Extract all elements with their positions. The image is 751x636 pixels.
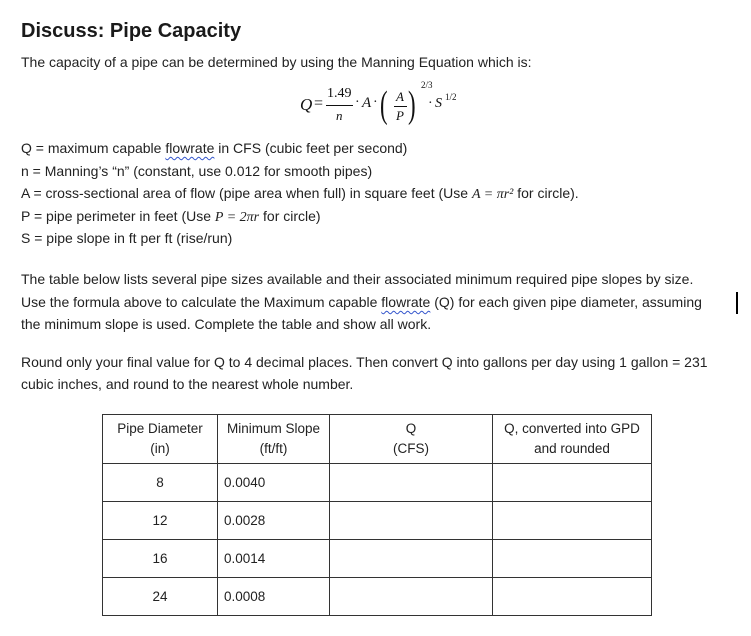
- q-cell[interactable]: [330, 502, 493, 540]
- formula-frac-den: P: [396, 108, 404, 123]
- q-cell[interactable]: [330, 464, 493, 502]
- intro-text: The capacity of a pipe can be determined by using the Manning Equation which is:: [21, 54, 532, 70]
- def-n: n = Manning’s “n” (constant, use 0.012 for smooth pipes): [21, 163, 373, 179]
- rounding-line-2: cubic inches, and round to the nearest whole number.: [21, 376, 354, 392]
- diameter-cell: 12: [103, 502, 218, 540]
- slope-cell: 0.0014: [218, 540, 330, 578]
- header-slope: Minimum Slope (ft/ft): [218, 415, 330, 464]
- instructions-line-2: Use the formula above to calculate the Maximum capable flowrate (Q) for each given pipe diameter, assuming: [21, 294, 702, 310]
- area-formula: A = πr²: [471, 187, 514, 202]
- formula-exp2: 1/2: [445, 92, 457, 102]
- diameter-cell: 16: [103, 540, 218, 578]
- pipe-table: [102, 414, 652, 616]
- table-row: [103, 502, 652, 540]
- slope-cell: 0.0040: [218, 464, 330, 502]
- formula-paren-left: (: [380, 84, 388, 126]
- table-header-row: [103, 415, 652, 464]
- table-row: [103, 540, 652, 578]
- gpd-cell[interactable]: [493, 502, 652, 540]
- slope-cell: 0.0008: [218, 578, 330, 616]
- formula-exp1: 2/3: [421, 80, 433, 90]
- diameter-cell: 8: [103, 464, 218, 502]
- diameter-cell: 24: [103, 578, 218, 616]
- formula-q: Q: [300, 95, 313, 114]
- spelling-flag: flowrate: [381, 294, 431, 310]
- instructions-line-3: the minimum slope is used. Complete the table and show all work.: [21, 316, 432, 332]
- spelling-flag: flowrate: [165, 140, 215, 156]
- formula-coef-bar: [326, 105, 353, 106]
- text-cursor: [736, 292, 738, 314]
- formula-frac-num: A: [396, 89, 404, 104]
- gpd-cell[interactable]: [493, 540, 652, 578]
- formula-area: A: [362, 95, 372, 111]
- formula-paren-right: ): [408, 84, 416, 126]
- page-title: Discuss: Pipe Capacity: [21, 20, 242, 42]
- manning-equation: Q = 1.49 n · A · ( A P ) 2/3 · S 1/2: [300, 80, 457, 126]
- header-gpd: Q, converted into GPD and rounded: [493, 415, 652, 464]
- q-cell[interactable]: [330, 540, 493, 578]
- formula-slope: S: [435, 96, 442, 111]
- gpd-cell[interactable]: [493, 578, 652, 616]
- q-cell[interactable]: [330, 578, 493, 616]
- table-row: [103, 464, 652, 502]
- def-s: S = pipe slope in ft per ft (rise/run): [21, 230, 233, 246]
- def-q: Q = maximum capable flowrate in CFS (cubic feet per second): [21, 140, 408, 156]
- def-p: P = pipe perimeter in feet (Use P = 2πr for circle): [21, 208, 321, 225]
- gpd-cell[interactable]: [493, 464, 652, 502]
- perimeter-formula: P = 2πr: [214, 210, 260, 225]
- formula-frac-bar: [394, 106, 407, 107]
- formula-coef-num: 1.49: [327, 86, 352, 101]
- formula-equals: =: [314, 95, 324, 112]
- formula-coef-den: n: [336, 108, 343, 123]
- header-q: Q (CFS): [330, 415, 493, 464]
- def-a: A = cross-sectional area of flow (pipe area when full) in square feet (Use A = πr² for circle).: [21, 185, 579, 202]
- rounding-line-1: Round only your final value for Q to 4 decimal places. Then convert Q into gallons per day using 1 gallon = 231: [21, 354, 708, 370]
- header-diameter: Pipe Diameter (in): [103, 415, 218, 464]
- instructions-line-1: The table below lists several pipe sizes available and their associated minimum required pipe slopes by size.: [21, 271, 694, 287]
- slope-cell: 0.0028: [218, 502, 330, 540]
- table-row: [103, 578, 652, 616]
